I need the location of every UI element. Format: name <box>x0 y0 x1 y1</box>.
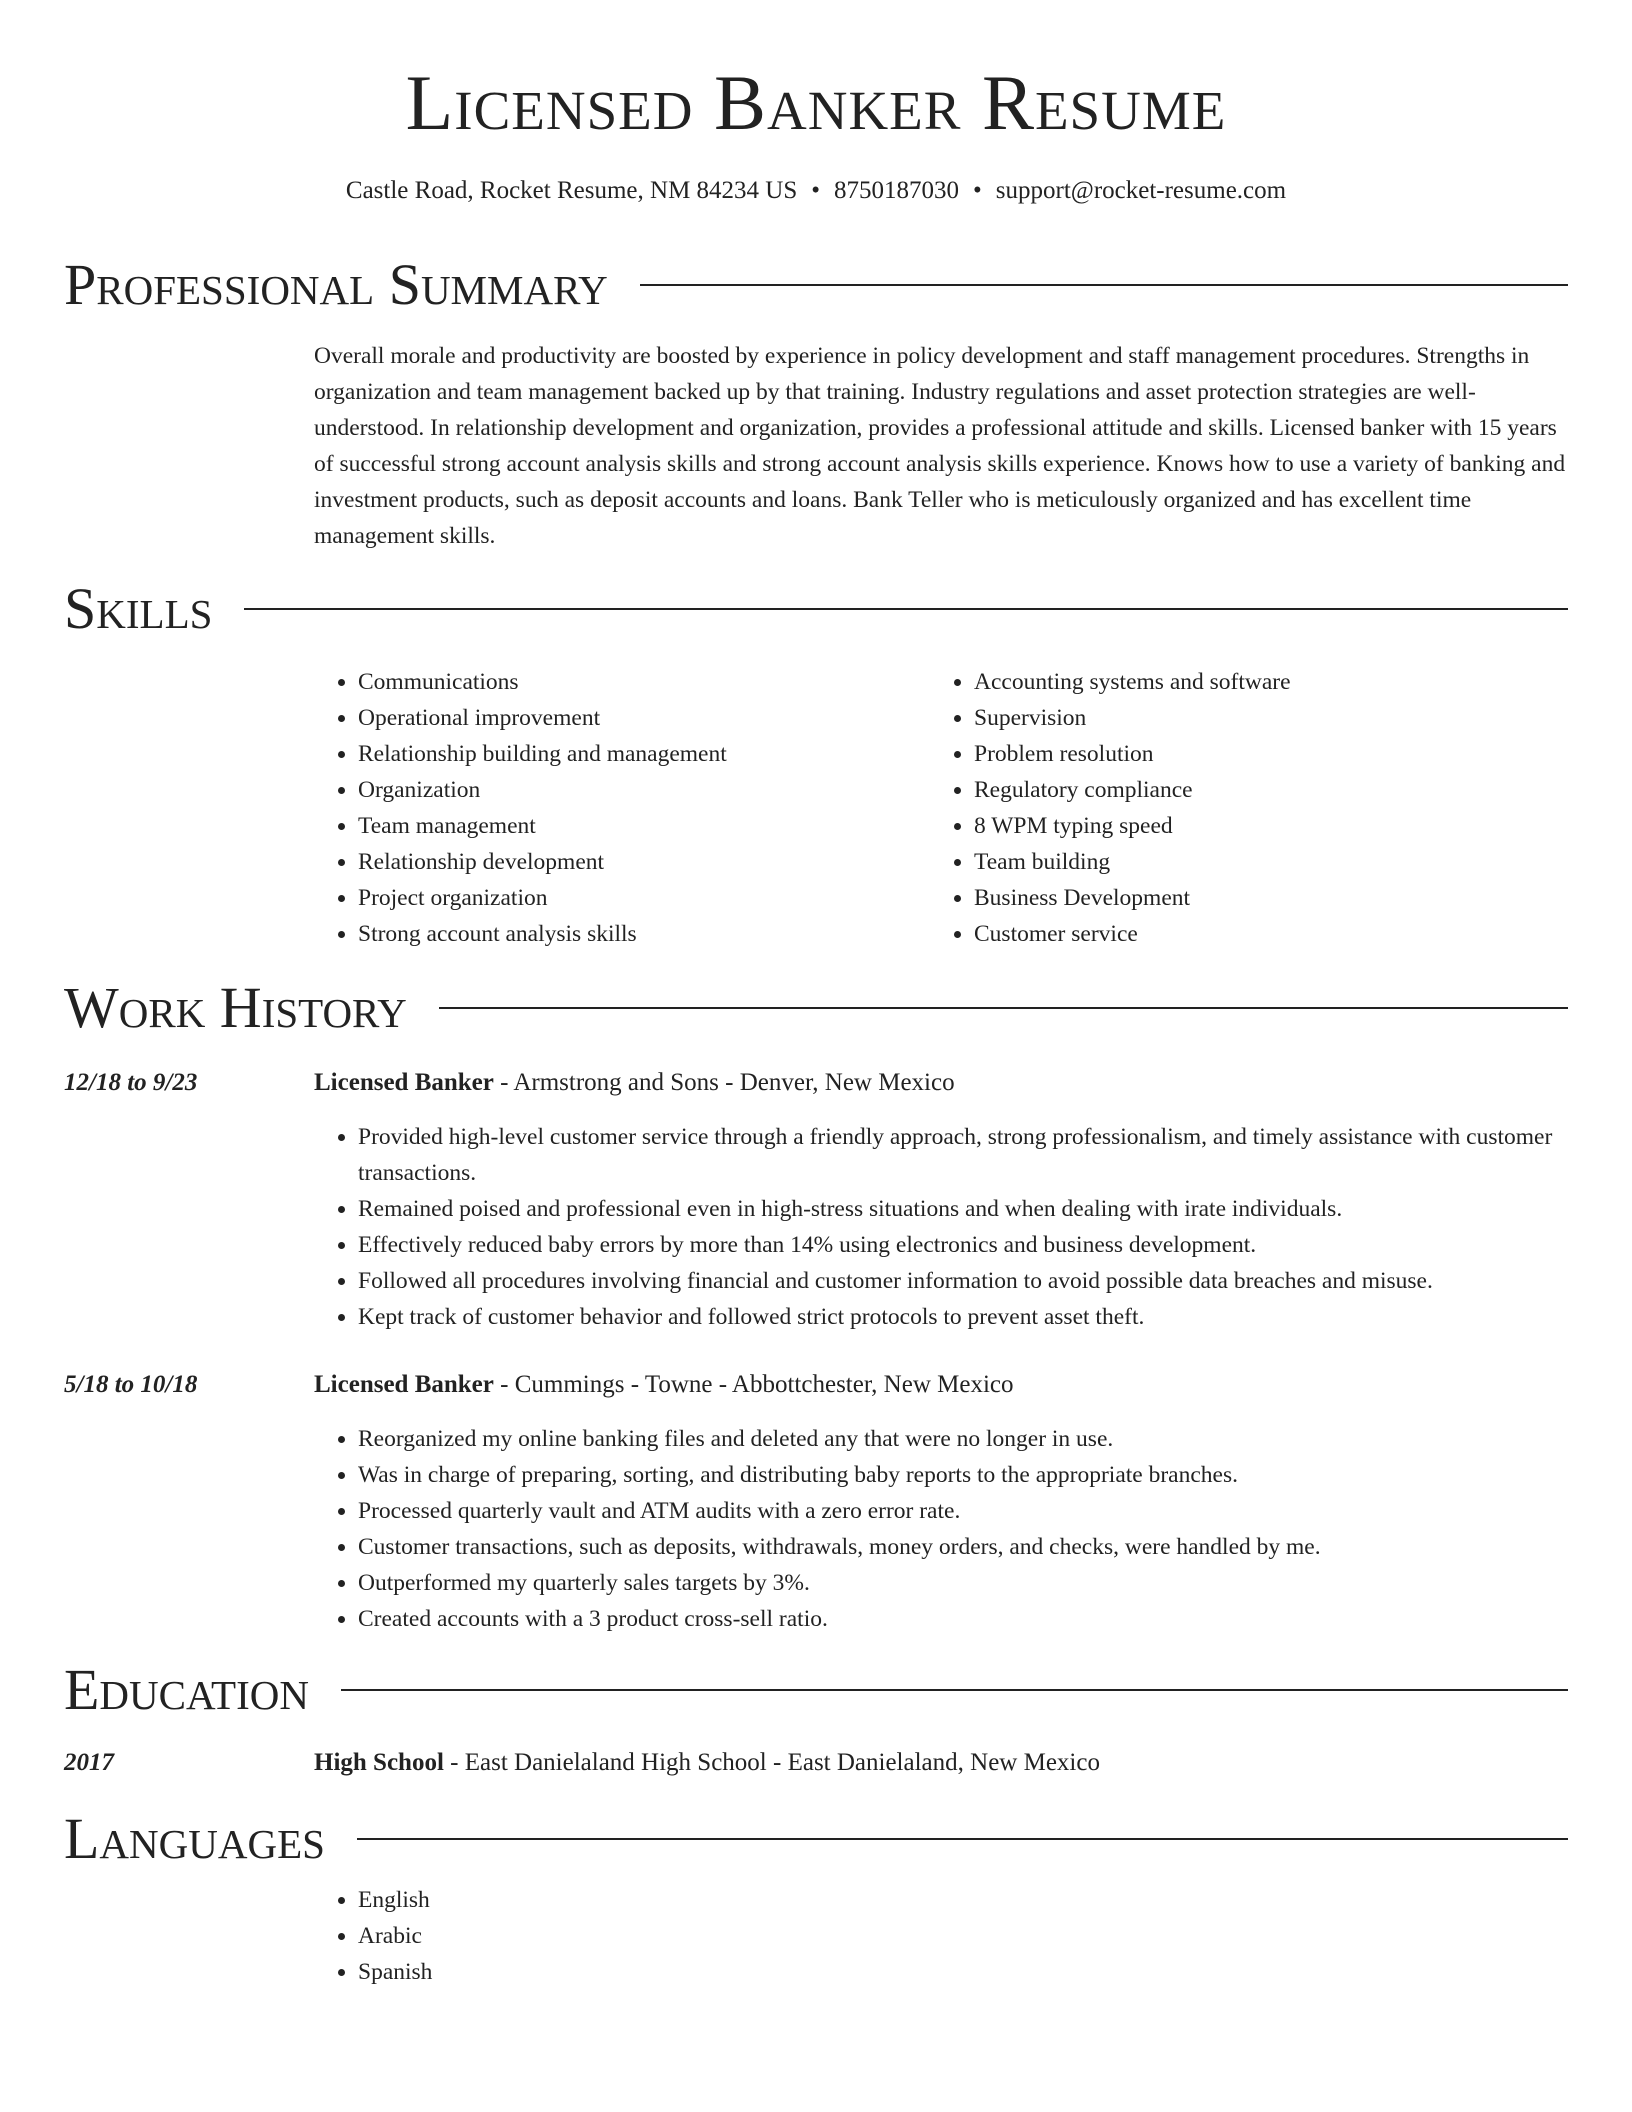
language-item: • Spanish <box>358 1954 1618 1990</box>
education-school: - East Danielaland High School - East Danielaland, New Mexico <box>443 1749 1100 1776</box>
contact-address: Castle Road, Rocket Resume, NM 84234 US <box>345 177 798 204</box>
skill-item: • Strong account analysis skills <box>358 916 918 952</box>
section-divider <box>244 608 1568 610</box>
section-divider <box>640 284 1568 286</box>
work-heading: Work History <box>64 975 407 1040</box>
skill-item: • Problem resolution <box>974 736 1614 772</box>
education-degree: High School <box>314 1749 444 1776</box>
languages-heading: Languages <box>64 1806 325 1871</box>
language-item: • Arabic <box>358 1918 1618 1954</box>
job-bullet: • Kept track of customer behavior and followed strict protocols to prevent asset theft. <box>358 1299 1618 1335</box>
skill-item: • Regulatory compliance <box>974 772 1614 808</box>
skills-list-right <box>930 664 1614 952</box>
job-employer: - Armstrong and Sons - Denver, New Mexico <box>493 1069 955 1096</box>
skill-item: • Team building <box>974 844 1614 880</box>
skills-list-left <box>314 664 918 952</box>
languages-list <box>314 1882 1618 1990</box>
job-bullet: • Provided high-level customer service through a friendly approach, strong professionalism, and timely assistance with customer transactions. <box>358 1119 1618 1191</box>
job-bullet: • Reorganized my online banking files and deleted any that were no longer in use. <box>358 1421 1618 1457</box>
skill-item: • Supervision <box>974 700 1614 736</box>
skill-item: • Customer service <box>974 916 1614 952</box>
job-bullet: • Was in charge of preparing, sorting, and distributing baby reports to the appropriate branches. <box>358 1457 1618 1493</box>
work-section-header <box>64 973 1568 1043</box>
skill-item: • Communications <box>358 664 918 700</box>
job-dates: 5/18 to 10/18 <box>64 1371 198 1398</box>
contact-separator: • <box>973 177 982 204</box>
job-title: Licensed Banker <box>314 1371 494 1398</box>
job-title-line <box>314 1367 1014 1403</box>
summary-text: Overall morale and productivity are boosted by experience in policy development and staff management procedures. Strengths in organization and team management backed up by that training. Industry regulations and asset protection strategies are well-understood. In relationship development and organization, provides a professional attitude and skills. Licensed banker with 15 years of successful strong account analysis skills and strong account analysis skills experience. Knows how to use a variety of banking and investment products, such as deposit accounts and loans. Bank Teller who is meticulously organized and has excellent time management skills. <box>314 343 1566 549</box>
skills-section-header <box>64 574 1568 644</box>
skill-item: • Operational improvement <box>358 700 918 736</box>
resume-title: Licensed Banker Resume <box>405 59 1227 146</box>
section-divider <box>357 1838 1568 1840</box>
education-section-header <box>64 1655 1568 1725</box>
skill-item: • 8 WPM typing speed <box>974 808 1614 844</box>
education-line <box>314 1745 1100 1781</box>
language-item: • English <box>358 1882 1618 1918</box>
contact-email[interactable]: support@rocket-resume.com <box>995 177 1287 204</box>
job-bullets <box>314 1119 1618 1335</box>
job-bullet: • Effectively reduced baby errors by more than 14% using electronics and business development. <box>358 1227 1618 1263</box>
education-year: 2017 <box>64 1749 114 1776</box>
job-bullet: • Processed quarterly vault and ATM audits with a zero error rate. <box>358 1493 1618 1529</box>
contact-separator: • <box>811 177 821 204</box>
section-divider <box>341 1689 1568 1691</box>
skill-item: • Accounting systems and software <box>974 664 1614 700</box>
job-bullet: • Remained poised and professional even in high-stress situations and when dealing with irate individuals. <box>358 1191 1618 1227</box>
education-heading: Education <box>64 1657 309 1722</box>
job-title-line <box>314 1065 955 1101</box>
section-divider <box>439 1007 1568 1009</box>
job-bullets <box>314 1421 1618 1637</box>
summary-section-header <box>64 250 1568 320</box>
job-title: Licensed Banker <box>314 1069 494 1096</box>
job-bullet: • Customer transactions, such as deposits, withdrawals, money orders, and checks, were handled by me. <box>358 1529 1618 1565</box>
skill-item: • Business Development <box>974 880 1614 916</box>
skill-item: • Organization <box>358 772 918 808</box>
job-employer: - Cummings - Towne - Abbottchester, New Mexico <box>493 1371 1014 1398</box>
skill-item: • Relationship development <box>358 844 918 880</box>
job-bullet: • Created accounts with a 3 product cross-sell ratio. <box>358 1601 1618 1637</box>
job-bullet: • Followed all procedures involving financial and customer information to avoid possible data breaches and misuse. <box>358 1263 1618 1299</box>
summary-heading: Professional Summary <box>64 252 608 317</box>
skill-item: • Team management <box>358 808 918 844</box>
job-dates: 12/18 to 9/23 <box>64 1069 198 1096</box>
skill-item: • Relationship building and management <box>358 736 918 772</box>
skill-item: • Project organization <box>358 880 918 916</box>
skills-heading: Skills <box>64 576 213 641</box>
languages-section-header <box>64 1804 1568 1874</box>
contact-line <box>0 174 1632 208</box>
contact-phone: 8750187030 <box>834 177 960 204</box>
job-bullet: • Outperformed my quarterly sales targets by 3%. <box>358 1565 1618 1601</box>
